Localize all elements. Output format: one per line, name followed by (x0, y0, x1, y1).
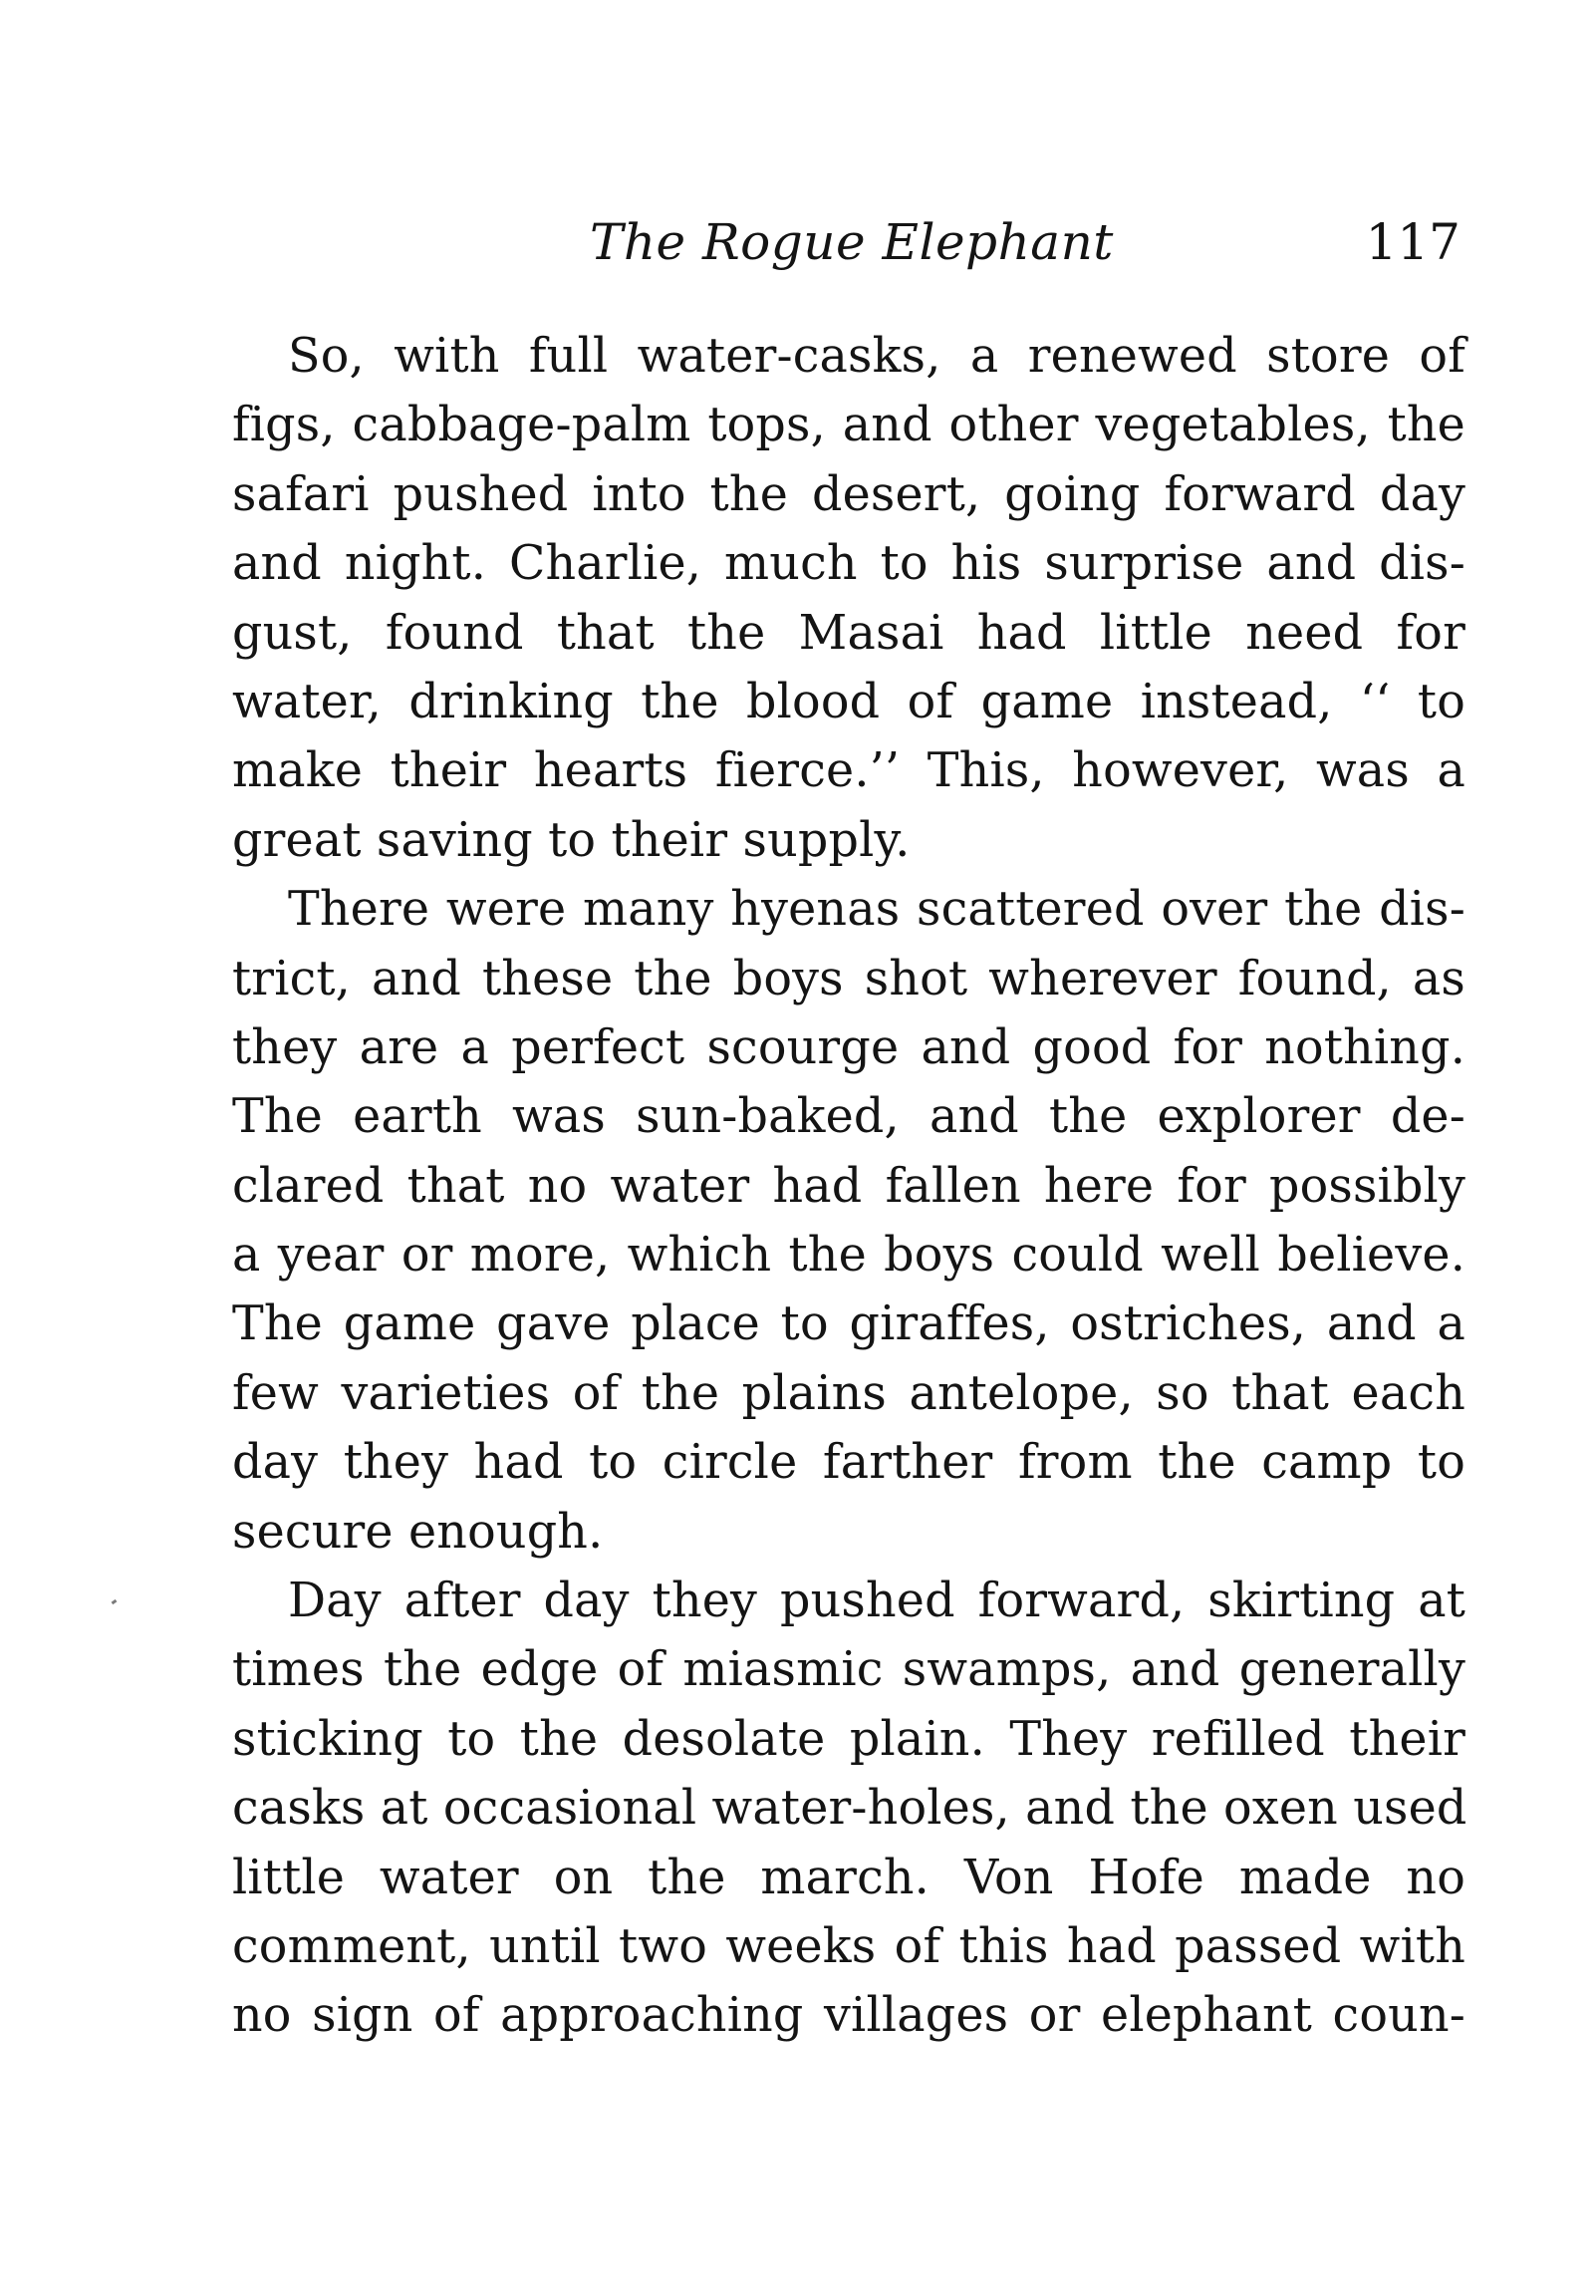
text-line: casks at occasional water-holes, and the oxen used (232, 1781, 1467, 1837)
text-line: Day after day they pushed forward, skirting at (288, 1574, 1465, 1629)
text-line: The earth was sun-baked, and the explorer de- (232, 1089, 1465, 1145)
body-text (232, 322, 1465, 2051)
text-line: great saving to their supply. (232, 812, 911, 868)
text-line: little water on the march. Von Hofe made no (232, 1850, 1465, 1905)
text-line: figs, cabbage-palm tops, and other vegetables, the (232, 398, 1465, 453)
text-line: comment, until two weeks of this had passed with (232, 1918, 1465, 1974)
text-line: safari pushed into the desert, going forward day (232, 466, 1465, 522)
running-title: The Rogue Elephant (590, 213, 1114, 271)
text-line: gust, found that the Masai had little need for (232, 605, 1465, 661)
page-number: 117 (1365, 213, 1461, 271)
text-line: The game gave place to giraffes, ostriches, and a (232, 1296, 1465, 1352)
text-line: sticking to the desolate plain. They refilled their (232, 1711, 1465, 1767)
paragraph-1 (232, 322, 1465, 875)
text-line: water, drinking the blood of game instead, ‘‘ to (232, 674, 1465, 729)
text-line: and night. Charlie, much to his surprise and dis- (232, 536, 1465, 592)
text-line: make their hearts fierce.’’ This, however, was a (232, 743, 1465, 799)
text-line: trict, and these the boys shot wherever found, as (232, 951, 1465, 1006)
paper-speck (112, 1599, 118, 1604)
text-line: day they had to circle farther from the camp to (232, 1435, 1465, 1491)
text-line: clared that no water had fallen here for possibly (232, 1158, 1465, 1214)
text-line: secure enough. (232, 1504, 604, 1560)
paragraph-2 (232, 875, 1465, 1567)
text-line: a year or more, which the boys could well believe. (232, 1228, 1465, 1284)
text-line: few varieties of the plains antelope, so that each (232, 1365, 1465, 1421)
running-head (229, 207, 1461, 277)
text-line: they are a perfect scourge and good for nothing. (232, 1019, 1465, 1075)
text-line: times the edge of miasmic swamps, and generally (232, 1642, 1465, 1698)
text-line: There were many hyenas scattered over the dis- (288, 882, 1465, 938)
paragraph-3 (232, 1567, 1465, 2051)
text-line: no sign of approaching villages or elephant coun- (232, 1988, 1465, 2044)
text-line: So, with full water-casks, a renewed store of (288, 329, 1465, 384)
